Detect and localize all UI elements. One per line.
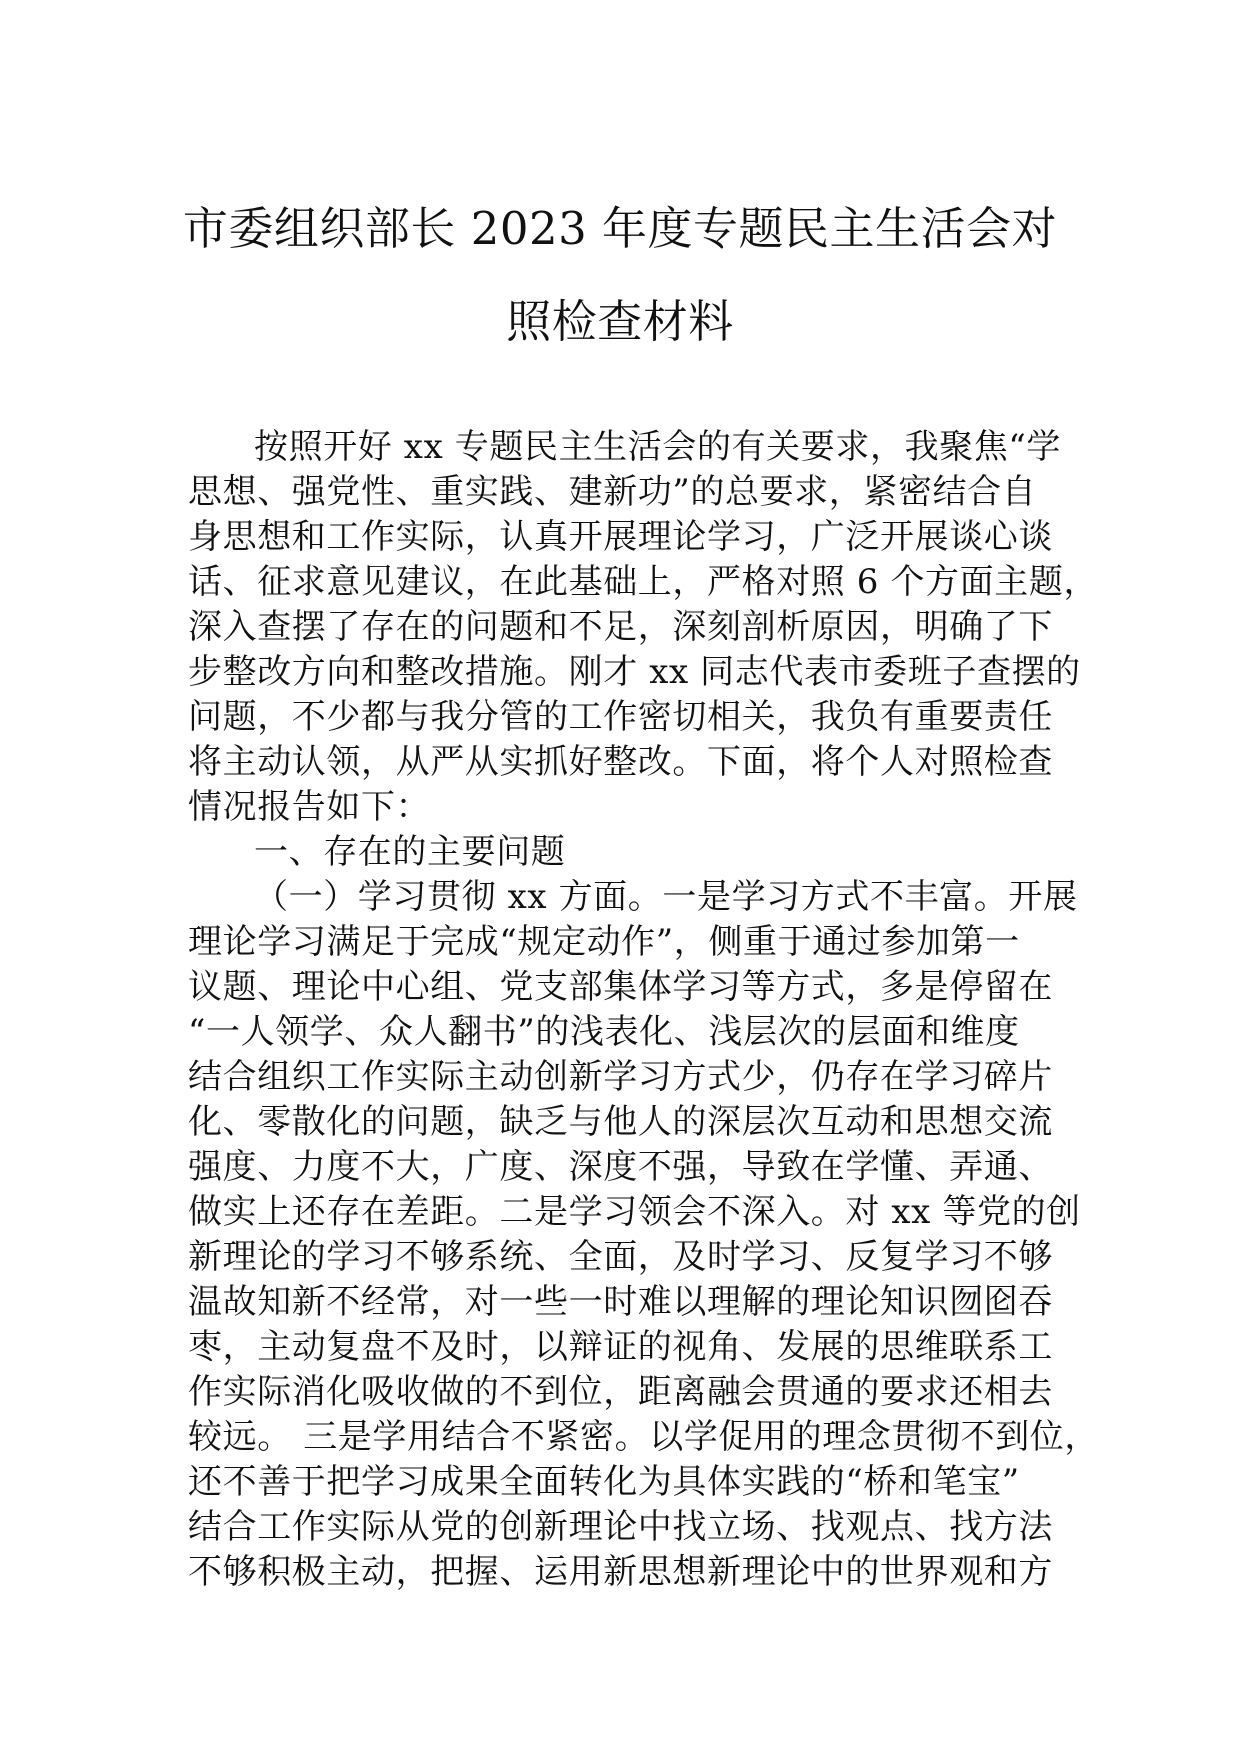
paragraph-line: 温故知新不经常，对一些一时难以理解的理论知识囫囵吞 [188,1282,1053,1322]
document-body [188,425,1100,1595]
paragraph-line: （一）学习贯彻 xx 方面。一是学习方式不丰富。开展 [254,877,1078,917]
paragraph-line: “一人领学、众人翻书”的浅表化、浅层次的层面和维度 [188,1012,1020,1052]
paragraph-line: 较远。 三是学用结合不紧密。以学促用的理念贯彻不到位， [188,1417,1100,1457]
paragraph-line: 深入查摆了存在的问题和不足，深刻剖析原因，明确了下 [188,607,1053,647]
paragraph-line: 将主动认领，从严从实抓好整改。下面，将个人对照检查 [188,742,1053,782]
document-title [150,182,1090,368]
paragraph-line: 结合工作实际从党的创新理论中找立场、找观点、找方法 [188,1507,1053,1547]
paragraph-line: 理论学习满足于完成“规定动作”，侧重于通过参加第一 [188,922,1020,962]
paragraph-line: 还不善于把学习成果全面转化为具体实践的“桥和笔宝” [188,1462,1020,1502]
paragraph-line: 问题，不少都与我分管的工作密切相关，我负有重要责任 [188,697,1053,737]
title-line-2: 照检查材料 [506,295,734,348]
paragraph-line: 结合组织工作实际主动创新学习方式少，仍存在学习碎片 [188,1057,1053,1097]
paragraph-line: 议题、理论中心组、党支部集体学习等方式，多是停留在 [188,967,1053,1007]
paragraph-line: 步整改方向和整改措施。刚才 xx 同志代表市委班子查摆的 [188,652,1081,692]
paragraph-line: 枣，主动复盘不及时，以辩证的视角、发展的思维联系工 [188,1327,1053,1367]
paragraph-line: 话、征求意见建议，在此基础上，严格对照 6 个方面主题， [188,562,1099,602]
paragraph-line: 化、零散化的问题，缺乏与他人的深层次互动和思想交流 [188,1102,1053,1142]
paragraph-line: 身思想和工作实际，认真开展理论学习，广泛开展谈心谈 [188,517,1053,557]
paragraph-line: 新理论的学习不够系统、全面，及时学习、反复学习不够 [188,1237,1053,1277]
paragraph-line: 做实上还存在差距。二是学习领会不深入。对 xx 等党的创 [188,1192,1081,1232]
paragraph-line: 不够积极主动，把握、运用新思想新理论中的世界观和方 [188,1552,1053,1592]
paragraph-line: 作实际消化吸收做的不到位，距离融会贯通的要求还相去 [188,1372,1053,1412]
paragraph-line: 强度、力度不大，广度、深度不强，导致在学懂、弄通、 [188,1147,1053,1187]
title-line-1: 市委组织部长 2023 年度专题民主生活会对 [182,202,1058,255]
section-heading: 一、存在的主要问题 [254,832,566,872]
paragraph-line: 思想、强党性、重实践、建新功”的总要求，紧密结合自 [188,472,1037,512]
paragraph-line: 情况报告如下： [188,787,431,827]
paragraph-line: 按照开好 xx 专题民主生活会的有关要求，我聚焦“学 [254,427,1061,467]
